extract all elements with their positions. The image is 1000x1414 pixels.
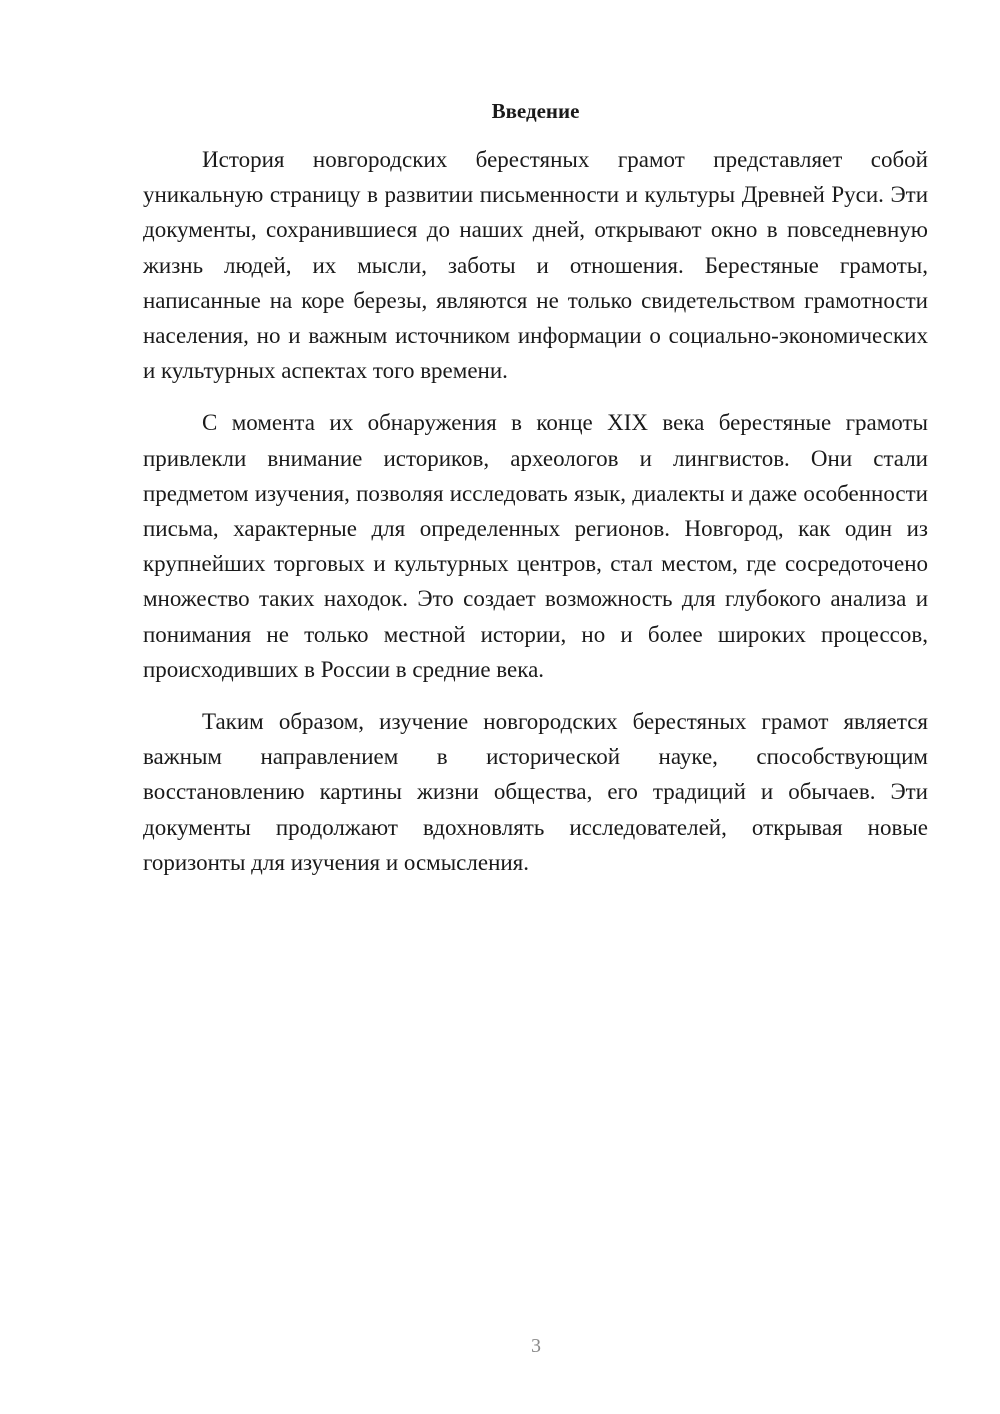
paragraph-1: История новгородских берестяных грамот представляет собой уникальную страницу в развитии письменности и культуры Древней Руси. Эти документы, сохранившиеся до наших дней, открывают окно в повседневную жизнь людей, их мысли, заботы и отношения. Берестяные грамоты, написанные на коре березы, являются не только свидетельством грамотности населения, но и важным источником информации о социально-экономических и культурных аспектах того времени. [143, 147, 928, 384]
paragraph-2: С момента их обнаружения в конце XIX века берестяные грамоты привлекли внимание историков, археологов и лингвистов. Они стали предметом изучения, позволяя исследовать язык, диалекты и даже особенности письма, характерные для определенных регионов. Новгород, как один из крупнейших торговых и культурных центров, стал местом, где сосредоточено множество таких находок. Это создает возможность для глубокого анализа и понимания не только местной истории, но и более широких процессов, происходивших в России в средние века. [143, 410, 928, 682]
section-heading: Введение [491, 99, 580, 123]
body-text [143, 142, 928, 897]
paragraph-3: Таким образом, изучение новгородских берестяных грамот является важным направлением в исторической науке, способствующим восстановлению картины жизни общества, его традиций и обычаев. Эти документы продолжают вдохновлять исследователей, открывая новые горизонты для изучения и осмысления. [143, 709, 928, 875]
page-number: 3 [531, 1335, 541, 1357]
